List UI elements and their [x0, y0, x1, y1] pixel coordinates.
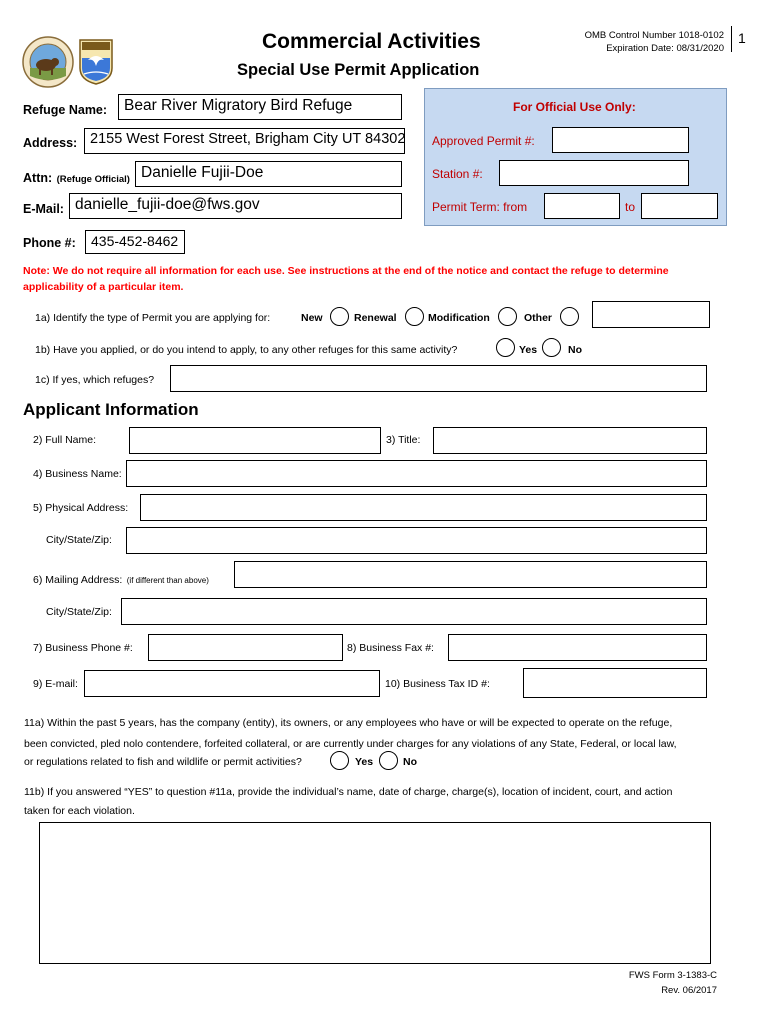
- q11a-line-3: or regulations related to fish and wildlife or permit activities?: [24, 756, 302, 768]
- q1a-renewal-radio[interactable]: [405, 307, 424, 326]
- q1a-other-label: Other: [524, 312, 553, 324]
- q11a-yes-label: Yes: [355, 756, 374, 768]
- city-state-zip-field-2[interactable]: [121, 598, 707, 625]
- business-fax-field[interactable]: [448, 634, 707, 661]
- q1b-no-radio[interactable]: [542, 338, 561, 357]
- mailing-address-note: (if different than above): [126, 576, 209, 585]
- page-number: 1: [738, 30, 746, 46]
- business-name-label: 4) Business Name:: [33, 468, 122, 480]
- q11b-violations-textarea[interactable]: [39, 822, 711, 964]
- q11a-yes-radio[interactable]: [330, 751, 349, 770]
- fws-shield-logo: [78, 38, 114, 86]
- q1b-yes-radio[interactable]: [496, 338, 515, 357]
- q11b-line-1: 11b) If you answered “YES” to question #11a, provide the individual’s name, date of charge, charge(s), location of incident, court, and action: [24, 786, 673, 798]
- form-number: FWS Form 3-1383-C: [628, 970, 717, 981]
- phone-field[interactable]: 435-452-8462: [85, 230, 185, 254]
- note-text: Note: We do not require all information for each use. See instructions at the end of the notice and contact the refuge to determine applicability of a particular item.: [23, 265, 669, 293]
- email-field[interactable]: danielle_fujii-doe@fws.gov: [69, 193, 402, 219]
- email-applicant-field[interactable]: [84, 670, 380, 697]
- station-field[interactable]: [499, 160, 689, 186]
- email-applicant-label: 9) E-mail:: [33, 678, 78, 690]
- attn-label-group: [23, 169, 130, 187]
- q1a-modification-label: Modification: [428, 312, 490, 324]
- q1b-yes-label: Yes: [519, 344, 538, 356]
- mailing-address-label-group: [33, 570, 209, 588]
- page-number-divider: [731, 26, 732, 52]
- mailing-address-label: 6) Mailing Address:: [33, 574, 123, 586]
- q1c-refuges-field[interactable]: [170, 365, 707, 392]
- address-field[interactable]: 2155 West Forest Street, Brigham City UT 84302: [84, 128, 405, 154]
- attn-label: Attn:: [23, 171, 53, 185]
- official-use-title: For Official Use Only:: [513, 100, 636, 114]
- physical-address-label: 5) Physical Address:: [33, 502, 129, 514]
- attn-field[interactable]: Danielle Fujii-Doe: [135, 161, 402, 187]
- q11b-line-2: taken for each violation.: [24, 805, 135, 817]
- q1c-label: 1c) If yes, which refuges?: [35, 374, 155, 386]
- business-name-field[interactable]: [126, 460, 707, 487]
- q11a-line-2: been convicted, pled nolo contendere, forfeited collateral, or are currently under charges for any violations of any State, Federal, or local law,: [24, 738, 677, 750]
- q1a-new-label: New: [301, 312, 323, 324]
- page-title: Commercial Activities: [262, 30, 481, 53]
- expiration-date: Expiration Date: 08/31/2020: [606, 43, 724, 54]
- q1a-other-radio[interactable]: [560, 307, 579, 326]
- q1a-renewal-label: Renewal: [354, 312, 397, 324]
- q1a-label: 1a) Identify the type of Permit you are applying for:: [35, 312, 271, 324]
- attn-sub-label: (Refuge Official): [56, 174, 130, 185]
- city-state-zip-label-1: City/State/Zip:: [46, 534, 112, 546]
- q11a-no-radio[interactable]: [379, 751, 398, 770]
- permit-term-from-field[interactable]: [544, 193, 620, 219]
- physical-address-field[interactable]: [140, 494, 707, 521]
- station-label: Station #:: [432, 167, 483, 181]
- q1b-no-label: No: [568, 344, 582, 356]
- city-state-zip-label-2: City/State/Zip:: [46, 606, 112, 618]
- phone-label: Phone #:: [23, 236, 76, 250]
- business-phone-label: 7) Business Phone #:: [33, 642, 133, 654]
- tax-id-field[interactable]: [523, 668, 707, 698]
- business-phone-field[interactable]: [148, 634, 343, 661]
- form-revision: Rev. 06/2017: [661, 985, 717, 996]
- q1a-new-radio[interactable]: [330, 307, 349, 326]
- applicant-info-heading: Applicant Information: [23, 400, 199, 419]
- business-fax-label: 8) Business Fax #:: [347, 642, 434, 654]
- address-label: Address:: [23, 136, 78, 150]
- title-field[interactable]: [433, 427, 707, 454]
- refuge-name-label: Refuge Name:: [23, 103, 108, 117]
- city-state-zip-field-1[interactable]: [126, 527, 707, 554]
- approved-permit-label: Approved Permit #:: [432, 134, 535, 148]
- refuge-name-field[interactable]: Bear River Migratory Bird Refuge: [118, 94, 402, 120]
- q11a-no-label: No: [403, 756, 417, 768]
- full-name-label: 2) Full Name:: [33, 434, 97, 446]
- title-label: 3) Title:: [386, 434, 421, 446]
- permit-term-to-label: to: [625, 200, 636, 214]
- mailing-address-field[interactable]: [234, 561, 707, 588]
- email-label: E-Mail:: [23, 202, 64, 216]
- page-subtitle: Special Use Permit Application: [237, 61, 480, 79]
- approved-permit-field[interactable]: [552, 127, 689, 153]
- q1a-modification-radio[interactable]: [498, 307, 517, 326]
- q1b-label: 1b) Have you applied, or do you intend to apply, to any other refuges for this same activity?: [35, 344, 458, 356]
- q1a-other-field[interactable]: [592, 301, 710, 328]
- tax-id-label: 10) Business Tax ID #:: [385, 678, 490, 690]
- doi-seal-logo: [22, 36, 74, 88]
- full-name-field[interactable]: [129, 427, 381, 454]
- permit-term-to-field[interactable]: [641, 193, 718, 219]
- omb-control-number: OMB Control Number 1018-0102: [584, 30, 724, 41]
- q11a-line-1: 11a) Within the past 5 years, has the company (entity), its owners, or any employees who have or will be expected to operate on the refuge,: [24, 717, 673, 729]
- permit-term-from-label: Permit Term: from: [432, 200, 528, 214]
